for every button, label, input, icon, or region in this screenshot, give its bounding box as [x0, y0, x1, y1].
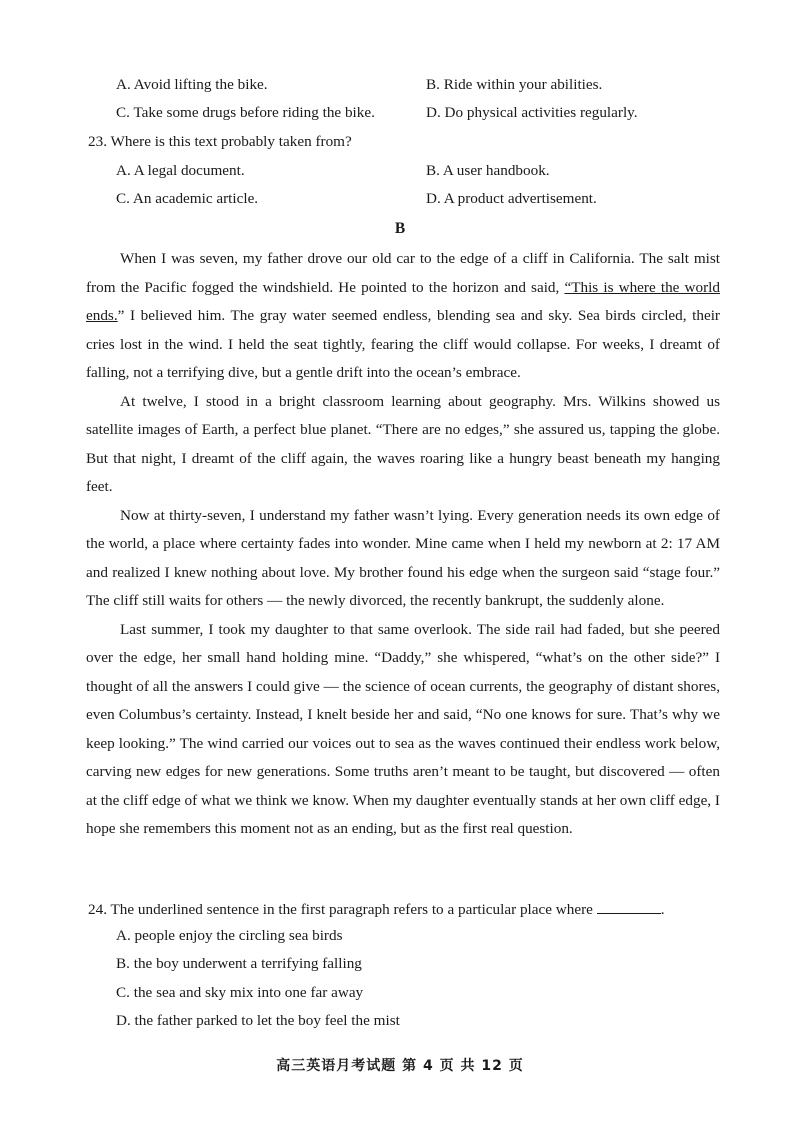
passage-paragraph-2: At twelve, I stood in a bright classroom learning about geography. Mrs. Wilkins showed us satellite images of Earth, a perfect blue planet. “There are no edges,” she assured us, tapping the globe. But that night, I dreamt of the cliff again, the waves roaring like a hungry beast beneath my hanging feet. [86, 392, 720, 495]
q23-stem: 23. Where is this text probably taken from? [88, 133, 352, 150]
q23-option-c: C. An academic article. [116, 190, 259, 207]
paragraph-1-text-start: When I was seven, my father drove our old car to the edge of a cliff in California. The salt mist from the Pacific fogged the windshield. He pointed to the horizon and said, [86, 250, 720, 296]
passage-paragraph-4: Last summer, I took my daughter to that same overlook. The side rail had faded, but she peered over the edge, her small hand holding mine. “Daddy,” she whispered, “what’s on the other side?” I thought of all the answers I could give — the science of ocean currents, the geography of distant shores, even Columbus’s certainty. Instead, I knelt beside her and said, “No one knows for sure. That’s why we keep looking.” The wind carried our voices out to sea as the waves continued their endless work below, carving new edges for new generations. Some truths aren’t meant to be taught, but discovered — often at the cliff edge of what we think we know. When my daughter eventually stands at her own cliff edge, I hope she remembers this moment not as an ending, but as the first real question. [86, 620, 720, 837]
q22-option-c: C. Take some drugs before riding the bike. [116, 104, 375, 121]
q22-options-row-2 [0, 104, 800, 128]
reading-passage [86, 245, 720, 844]
q23-option-d: D. A product advertisement. [426, 190, 597, 207]
passage-paragraph-3: Now at thirty-seven, I understand my father wasn’t lying. Every generation needs its own edge of the world, a place where certainty fades into wonder. Mine came when I held my newborn at 2: 17 AM and realized I knew nothing about love. My brother found his edge when the surgeon said “stage four.” The cliff still waits for others — the newly divorced, the recently bankrupt, the suddenly alone. [86, 506, 720, 609]
q23-option-b: B. A user handbook. [426, 162, 550, 179]
q24-stem [88, 899, 665, 919]
section-title: B [394, 220, 406, 237]
q24-stem-text: 24. The underlined sentence in the first paragraph refers to a particular place where [88, 901, 593, 918]
underlined-sentence: “This is where the world ends. [86, 278, 720, 324]
q24-option-d: D. the father parked to let the boy feel the mist [116, 1012, 400, 1029]
q22-option-d: D. Do physical activities regularly. [426, 104, 638, 121]
q24-option-c: C. the sea and sky mix into one far away [116, 984, 364, 1001]
paragraph-1-text-end: ” I believed him. The gray water seemed endless, blending sea and sky. Sea birds circled, their cries lost in the wind. I held the seat tightly, fearing the cliff would collapse. For weeks, I dreamt of falling, not a terrifying dive, but a gentle drift into the ocean’s embrace. [86, 307, 720, 381]
page-footer: 高三英语月考试题 第 4 页 共 12 页 [276, 1058, 524, 1074]
q23-options-row-2 [0, 190, 800, 214]
q24-stem-end: . [660, 901, 665, 918]
q23-options-row-1 [0, 162, 800, 186]
q22-options-row-1 [0, 76, 800, 100]
q24-option-b: B. the boy underwent a terrifying falling [116, 955, 362, 972]
answer-blank [597, 899, 661, 914]
q23-option-a: A. A legal document. [116, 162, 245, 179]
passage-paragraph-1 [86, 245, 720, 388]
q22-option-b: B. Ride within your abilities. [426, 76, 603, 93]
q24-option-a: A. people enjoy the circling sea birds [116, 927, 343, 944]
q22-option-a: A. Avoid lifting the bike. [116, 76, 268, 93]
